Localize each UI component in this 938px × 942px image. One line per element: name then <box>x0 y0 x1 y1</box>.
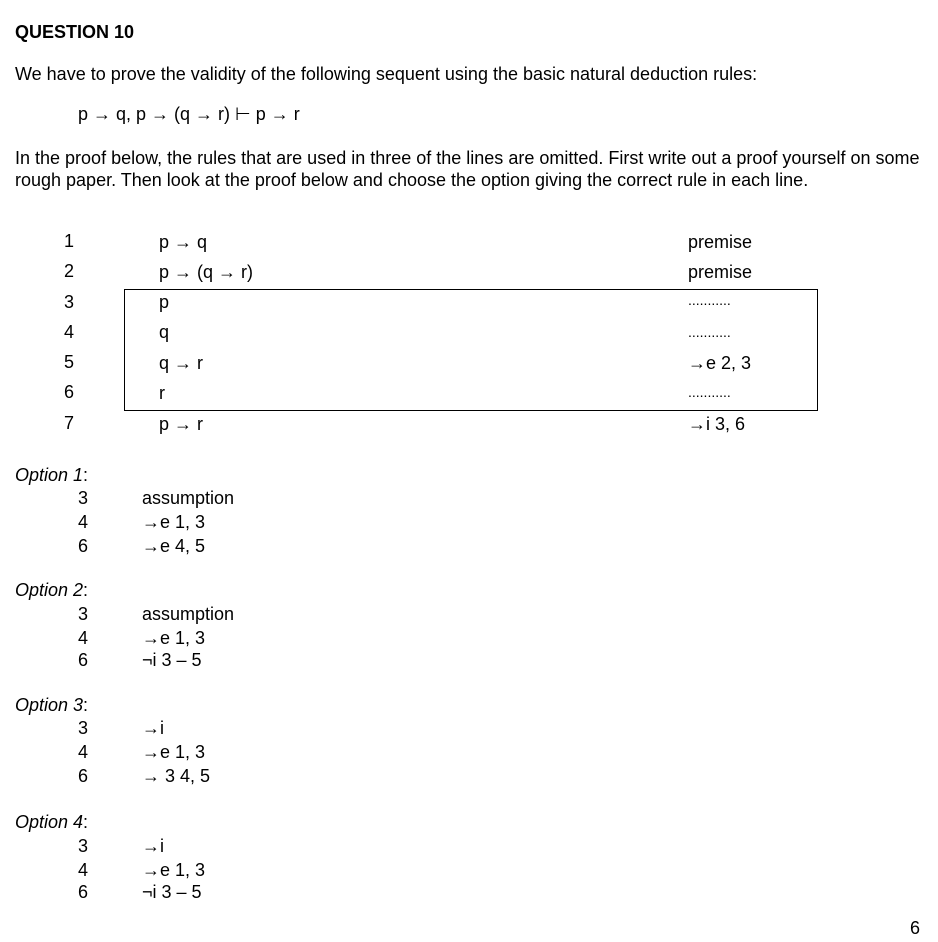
option-title: Option 4: <box>15 812 89 832</box>
proof-formula: r <box>159 383 165 403</box>
option-line-number: 6 <box>77 650 88 670</box>
option-line-number: 6 <box>77 766 88 786</box>
proof-line-number: 4 <box>63 322 74 342</box>
option-rule: →i <box>142 836 164 856</box>
option-line-number: 3 <box>77 836 88 856</box>
option-line-number: 4 <box>77 512 88 532</box>
proof-rule: →i 3, 6 <box>688 414 746 434</box>
option-line-number: 4 <box>77 628 88 648</box>
option-rule: →e 4, 5 <box>142 536 206 556</box>
proof-rule: premise <box>688 262 753 282</box>
proof-rule-blank: ........... <box>688 384 731 400</box>
option-rule: ¬i 3 – 5 <box>142 882 202 902</box>
proof-line-number: 5 <box>63 352 74 372</box>
option-rule: ¬i 3 – 5 <box>142 650 202 670</box>
option-rule: → 3 4, 5 <box>142 766 211 786</box>
option-rule: →i <box>142 718 164 738</box>
proof-formula: q <box>159 322 170 342</box>
option-line-number: 4 <box>77 742 88 762</box>
option-title: Option 2: <box>15 580 89 600</box>
proof-line-number: 1 <box>63 231 74 251</box>
option-title: Option 1: <box>15 465 89 485</box>
sequent: p → q, p → (q → r) ⊢ p → r <box>78 104 300 124</box>
option-line-number: 3 <box>77 488 88 508</box>
option-rule: assumption <box>142 488 235 508</box>
option-line-number: 4 <box>77 860 88 880</box>
option-line-number: 6 <box>77 536 88 556</box>
proof-line-number: 6 <box>63 382 74 402</box>
intro-text: We have to prove the validity of the following sequent using the basic natural deduction rules: <box>15 64 758 84</box>
proof-line-number: 3 <box>63 292 74 312</box>
proof-formula: q → r <box>159 353 204 373</box>
option-line-number: 3 <box>77 718 88 738</box>
proof-formula: p → q <box>159 232 208 252</box>
option-line-number: 3 <box>77 604 88 624</box>
question-heading: QUESTION 10 <box>15 22 135 42</box>
option-line-number: 6 <box>77 882 88 902</box>
option-rule: assumption <box>142 604 235 624</box>
proof-rule: premise <box>688 232 753 252</box>
instructions-text: In the proof below, the rules that are used in three of the lines are omitted. First write out a proof yourself on some rough paper. Then look at the proof below and choose the option giving the correct rule in each line. <box>15 148 920 190</box>
proof-rule-blank: ........... <box>688 324 731 340</box>
proof-formula: p → r <box>159 414 204 434</box>
option-title: Option 3: <box>15 695 89 715</box>
option-rule: →e 1, 3 <box>142 860 206 880</box>
option-rule: →e 1, 3 <box>142 742 206 762</box>
proof-rule-blank: ........... <box>688 292 731 308</box>
page-number: 6 <box>909 918 920 938</box>
proof-formula: p <box>159 292 170 312</box>
option-rule: →e 1, 3 <box>142 628 206 648</box>
proof-line-number: 2 <box>63 261 74 281</box>
option-rule: →e 1, 3 <box>142 512 206 532</box>
proof-rule: →e 2, 3 <box>688 353 752 373</box>
proof-line-number: 7 <box>63 413 74 433</box>
proof-formula: p → (q → r) <box>159 262 254 282</box>
